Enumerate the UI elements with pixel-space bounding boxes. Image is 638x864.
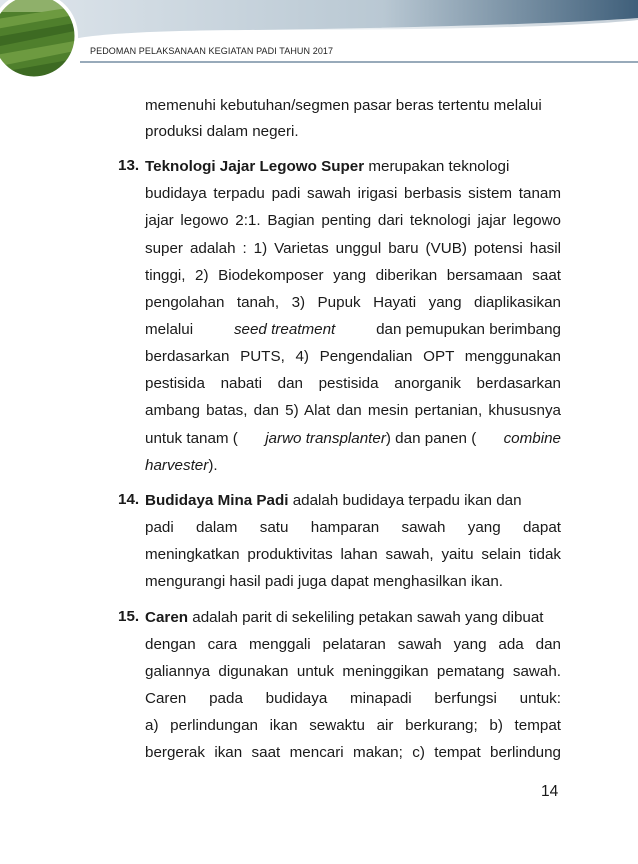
paragraph-line: harvester). [145,457,218,474]
list-item: Teknologi Jajar Legowo Super merupakan teknologi [145,158,510,175]
paragraph-line: pengolahan tanah, 3) Pupuk Hayati yang diaplikasikan [145,294,561,311]
paragraph-line: bergerak ikan saat mencari makan; c) tempat berlindung [145,744,561,761]
list-number: 15. [118,608,140,625]
page-header-banner [0,0,638,90]
term-heading: Budidaya Mina Padi [145,492,289,509]
paragraph-line: meningkatkan produktivitas lahan sawah, yaitu selain tidak [145,546,561,563]
paragraph-line: melalui seed treatment dan pemupukan berimbang [145,321,561,338]
paragraph-line: tinggi, 2) Biodekomposer yang diberikan bersamaan saat [145,267,561,284]
paragraph-line: a) perlindungan ikan sewaktu air berkurang; b) tempat [145,717,561,734]
term-heading: Caren [145,609,189,626]
list-item: Budidaya Mina Padi adalah budidaya terpadu ikan dan [145,492,522,509]
paragraph-line: mengurangi hasil padi juga dapat menghasilkan ikan. [145,573,503,590]
paragraph-line: Caren pada budidaya minapadi berfungsi untuk: [145,690,561,707]
paragraph-line: berdasarkan PUTS, 4) Pengendalian OPT menggunakan [145,348,561,365]
list-item: Caren adalah parit di sekeliling petakan sawah yang dibuat [145,609,544,626]
paragraph-line: pestisida nabati dan pestisida anorganik berdasarkan [145,375,561,392]
paragraph-line: jajar legowo 2:1. Bagian penting dari teknologi jajar legowo [145,212,561,229]
header-title: PEDOMAN PELAKSANAAN KEGIATAN PADI TAHUN 2017 [90,46,334,56]
paragraph-line: memenuhi kebutuhan/segmen pasar beras tertentu melalui [145,97,542,114]
paragraph-line: padi dalam satu hamparan sawah yang dapat [145,519,561,536]
page-number: 14 [541,783,559,800]
paragraph-line: budidaya terpadu padi sawah irigasi berbasis sistem tanam [145,185,561,202]
list-number: 13. [118,157,140,174]
paragraph-line: ambang batas, dan 5) Alat dan mesin pertanian, khususnya [145,402,561,419]
paragraph-line: untuk tanam ( jarwo transplanter) dan panen ( combine [145,430,561,447]
list-number: 14. [118,491,140,508]
term-heading: Teknologi Jajar Legowo Super [145,158,365,175]
paragraph-line: dengan cara menggali pelataran sawah yang ada dan [145,636,561,653]
paragraph-line: super adalah : 1) Varietas unggul baru (VUB) potensi hasil [145,240,561,257]
paragraph-line: galiannya digunakan untuk meninggikan pematang sawah. [145,663,561,680]
paragraph-line: produksi dalam negeri. [145,123,299,140]
